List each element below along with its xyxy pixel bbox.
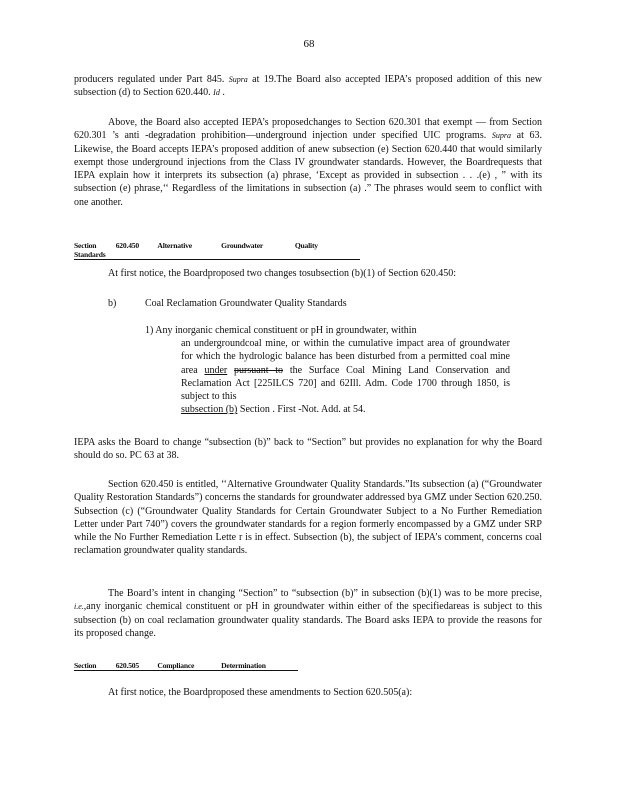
rule-section-tail: Section . First -Not. Add. at 54. [239,404,366,416]
p6-ie: i.e. [74,602,84,612]
heading1-word-2: Alternative [157,241,192,250]
paragraph-6 [74,587,542,640]
heading2-word-0: Section [74,661,97,670]
rule-text-subsection-b1 [145,324,510,416]
p1-text-b: at 19.The Board also accepted IEPA’s proposed addition of this new subsection (d) to Section 620.440. [74,74,543,99]
rule-inserted-under: under [204,364,228,376]
p6-text-a: The Board’s intent in changing “Section” to “subsection (b)” in subsection (b)(1) was to be more precise, [108,588,542,599]
heading1-word-1: 620.450 [115,241,139,250]
rule-lead: 1) Any inorganic chemical constituent or pH in groundwater, within [145,325,417,336]
page-number: 68 [303,38,315,50]
paragraph-4: IEPA asks the Board to change “subsection (b)” back to “Section” but provides no explanation for why the Board should do so. PC 63 at 38. [74,437,542,462]
section-heading-620-505 [74,661,298,671]
paragraph-3: At first notice, the Boardproposed two changes tosubsection (b)(1) of Section 620.450: [108,268,456,279]
p1-text-c: . [222,87,225,99]
p6-text-b: ,any inorganic chemical constituent or pH in groundwater within either of the specifiedareas is subject to this subsection (b) on coal reclamation groundwater quality standards. The Board asks IEPA to provide the reasons for its proposed change. [74,601,542,639]
paragraph-2 [74,116,542,209]
subsection-b-title: Coal Reclamation Groundwater Quality Standards [145,298,347,309]
heading1-word-5: Standards [74,250,106,259]
paragraph-5: Section 620.450 is entitled, ‘‘Alternative Groundwater Quality Standards.”Its subsection (a) (“Groundwater Quality Restoration Standards”) concerns the standards for groundwater addressed bya GMZ under Section 620.250. Subsection (c) (“Groundwater Quality Standards for Certain Groundwater Subject to a No Further Remediation Letter under Part 740”) covers the groundwater standards for a region formerly encompassed by a GMZ under SRP while the No Further Remediation Lette r is in effect. Subsection (b), the subject of IEPA’s comment, concerns coal reclamation groundwater quality standards. [74,479,542,557]
rule-body-b: the Surface Coal Mining Land Conservation and Reclamation Act [225ILCS 720] and 62Ill. Adm. Code 1700 through 1850, is subject to this [181,364,511,403]
heading1-word-4: Quality [294,241,318,250]
subsection-b-label: b) [108,298,117,309]
heading2-word-2: Compliance [157,661,195,670]
p2-supra: Supra [491,131,511,141]
p1-text-a: producers regulated under Part 845. [74,74,225,85]
heading2-word-1: 620.505 [115,661,139,670]
paragraph-1 [74,73,542,100]
rule-continuation [145,337,510,416]
heading2-word-3: Determination [221,661,266,670]
heading1-word-3: Groundwater [221,241,264,250]
p2-text-a: Above, the Board also accepted IEPA’s proposedchanges to Section 620.301 that exempt — from Section 620.301 ’s anti -degradation prohibition—underground injection under specified UIC programs. [74,117,542,142]
paragraph-7: At first notice, the Boardproposed these amendments to Section 620.505(a): [108,687,413,698]
p1-supra: Supra [228,75,248,84]
rule-deleted-pursuant: pursuant to [234,364,284,376]
p2-text-b: at 63. Likewise, the Board accepts IEPA’s proposed addition of anew subsection (e) Section 620.440 that would similarly exempt those underground injections from the Class IV groundwater standards. However, the Boardrequests that IEPA explain how it interprets its subsection (a) phrase, ‘Except as provided in subsection . . .(e) , ” with its subsection (e) phrase,‘‘ Regardless of the limitations in subsection (a) .” The phrases would seem to conflict with one another. [74,130,543,208]
heading1-word-0: Section [74,241,97,250]
section-heading-620-450 [74,241,360,260]
rule-body-a: an undergroundcoal mine, or within the cumulative impact area of groundwater for which the hydrologic balance has been disturbed from a permitted coal mine area [181,338,510,376]
rule-inserted-subsection: subsection (b) [181,404,238,416]
p1-id: Id [213,88,220,98]
